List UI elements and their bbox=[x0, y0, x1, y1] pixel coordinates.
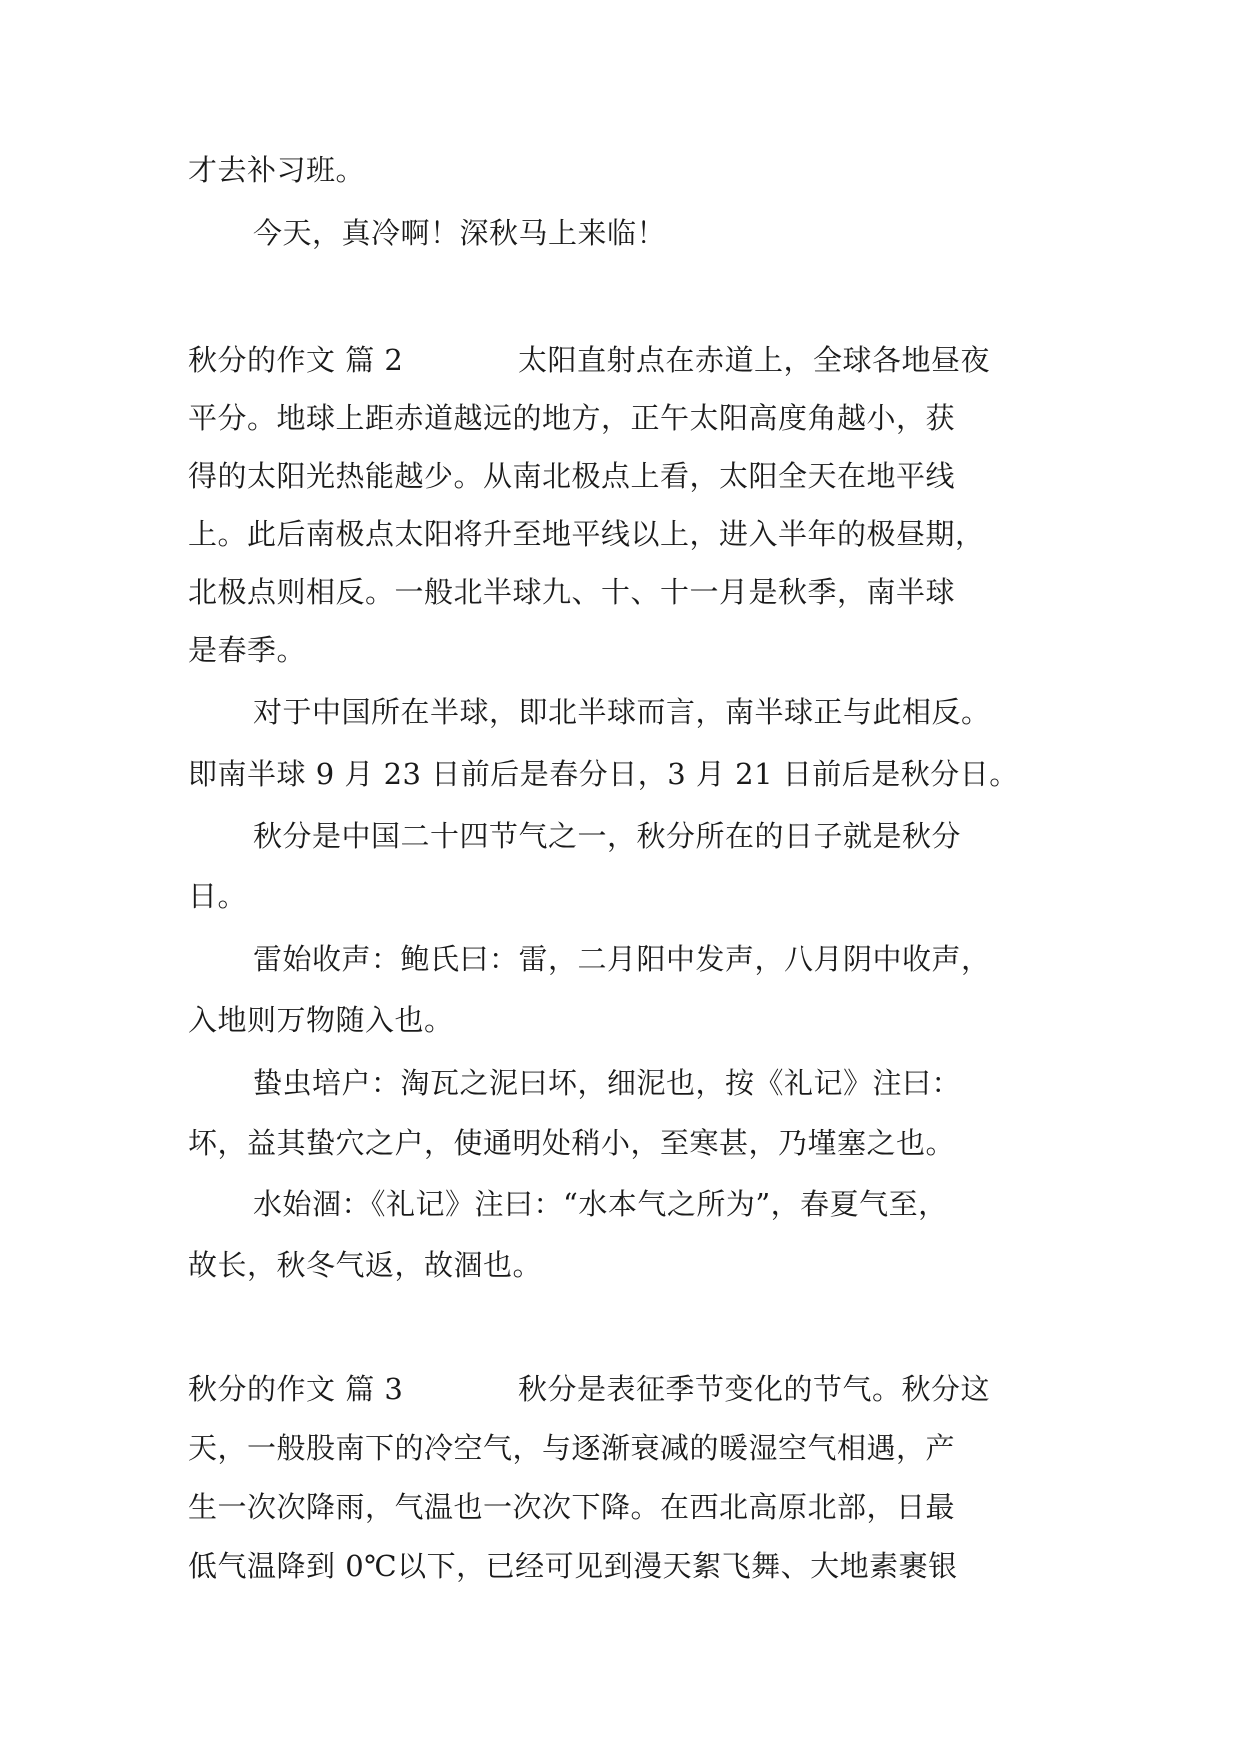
paragraph-line: 坏，益其蛰穴之户，使通明处稍小，至寒甚，乃墐塞之也。 bbox=[188, 1126, 956, 1160]
paragraph-line: 才去补习班。 bbox=[188, 153, 366, 187]
paragraph-line: 雷始收声：鲍氏曰：雷，二月阳中发声，八月阴中收声， bbox=[253, 942, 991, 976]
section-3-heading-line bbox=[188, 1369, 1068, 1409]
paragraph-line: 是春季。 bbox=[188, 633, 307, 667]
section-2-heading-line bbox=[188, 340, 1068, 380]
paragraph-line: 生一次次降雨，气温也一次次下降。在西北高原北部，日最 bbox=[188, 1490, 956, 1524]
section-2-first-line: 太阳直射点在赤道上，全球各地昼夜 bbox=[518, 343, 991, 377]
section-2-title: 秋分的作文 篇 2 bbox=[188, 343, 404, 377]
paragraph-line: 入地则万物随入也。 bbox=[188, 1003, 454, 1037]
paragraph-line: 得的太阳光热能越少。从南北极点上看，太阳全天在地平线 bbox=[188, 459, 956, 493]
paragraph-line: 上。此后南极点太阳将升至地平线以上，进入半年的极昼期， bbox=[188, 517, 985, 551]
section-3-first-line: 秋分是表征季节变化的节气。秋分这 bbox=[518, 1372, 991, 1406]
paragraph-line: 故长，秋冬气返，故涸也。 bbox=[188, 1248, 543, 1282]
paragraph-line: 北极点则相反。一般北半球九、十、十一月是秋季，南半球 bbox=[188, 575, 956, 609]
paragraph-line: 即南半球 9 月 23 日前后是春分日，3 月 21 日前后是秋分日。 bbox=[188, 757, 1019, 791]
paragraph-line: 平分。地球上距赤道越远的地方，正午太阳高度角越小，获 bbox=[188, 401, 956, 435]
paragraph-line: 水始涸：《礼记》注曰：“水本气之所为”，春夏气至， bbox=[253, 1187, 948, 1221]
paragraph-line: 日。 bbox=[188, 879, 248, 913]
paragraph-line: 秋分是中国二十四节气之一，秋分所在的日子就是秋分 bbox=[253, 819, 962, 853]
paragraph-line: 今天，真冷啊！深秋马上来临！ bbox=[253, 216, 667, 250]
section-3-title: 秋分的作文 篇 3 bbox=[188, 1372, 404, 1406]
paragraph-line: 蛰虫培户：淘瓦之泥曰坏，细泥也，按《礼记》注曰： bbox=[253, 1066, 962, 1100]
paragraph-line: 对于中国所在半球，即北半球而言，南半球正与此相反。 bbox=[253, 695, 991, 729]
paragraph-line: 天，一般股南下的冷空气，与逐渐衰减的暖湿空气相遇，产 bbox=[188, 1431, 956, 1465]
paragraph-line: 低气温降到 0℃以下，已经可见到漫天絮飞舞、大地素裹银 bbox=[188, 1549, 958, 1583]
